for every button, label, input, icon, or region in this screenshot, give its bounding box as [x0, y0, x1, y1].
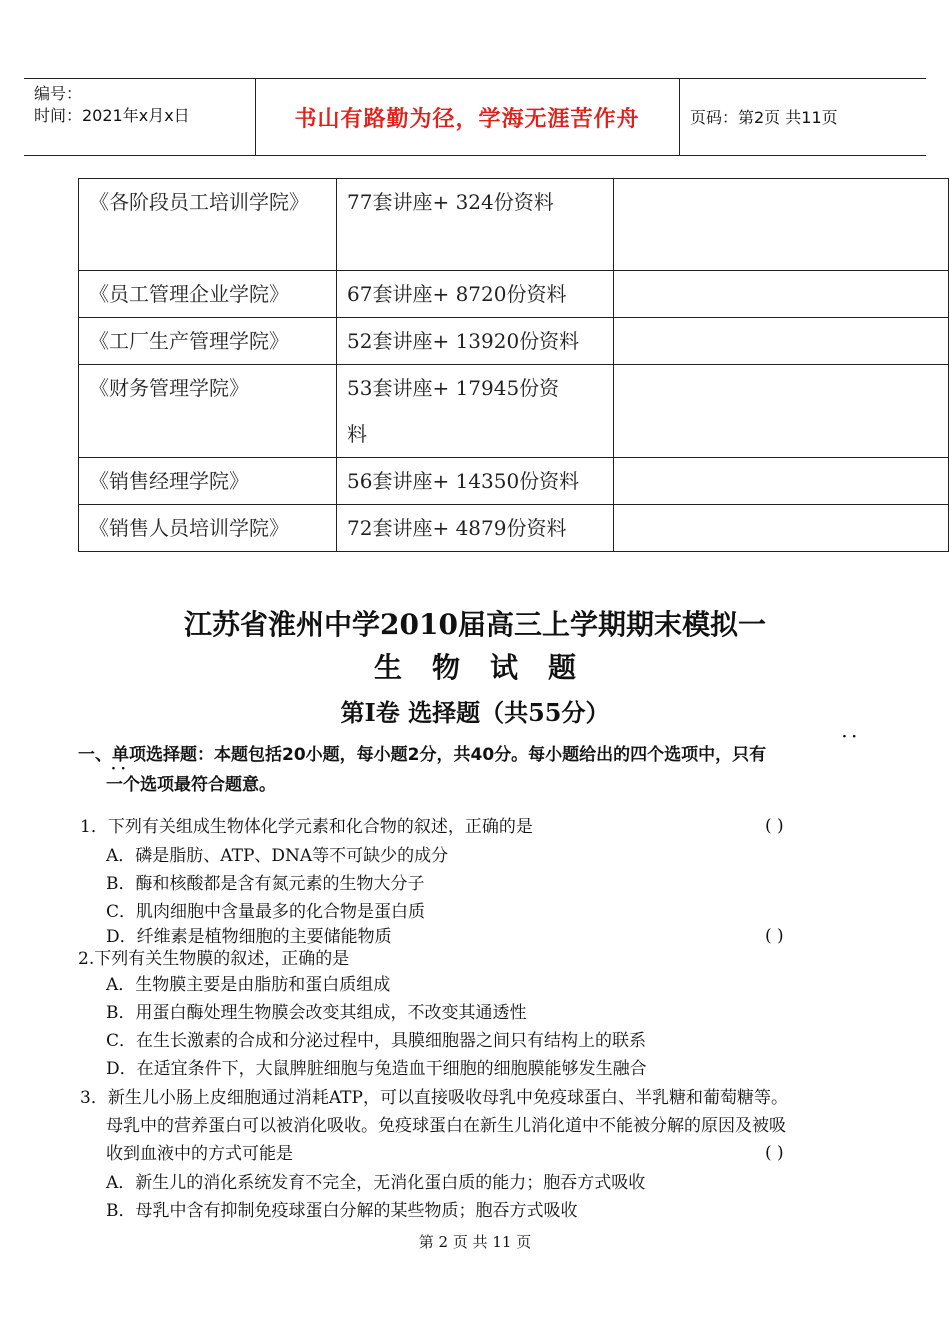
table-row [79, 505, 949, 552]
question-3-stem-line3: 收到血液中的方式可能是 [106, 1144, 293, 1164]
table-row [79, 365, 949, 458]
q2-option-d: D．在适宜条件下，大鼠脾脏细胞与兔造血干细胞的细胞膜能够发生融合 [106, 1059, 647, 1079]
answer-blank-q1: ( ) [765, 816, 784, 836]
table-cell-content: 53套讲座+ 17945份资料 [337, 365, 614, 458]
table-cell-note [614, 458, 949, 505]
header-motto: 书山有路勤为径，学海无涯苦作舟 [294, 107, 640, 132]
question-1-stem: 1．下列有关组成生物体化学元素和化合物的叙述，正确的是 [80, 817, 533, 837]
table-cell-name: 《销售人员培训学院》 [79, 505, 337, 552]
page-footer: 第 2 页 共 11 页 [418, 1233, 532, 1251]
exam-subject: 生物试题 [373, 651, 606, 684]
table-cell-note [614, 365, 949, 458]
table-cell-note [614, 179, 949, 271]
question-3-stem-line1: 3．新生儿小肠上皮细胞通过消耗ATP，可以直接吸收母乳中免疫球蛋白、半乳糖和葡萄糖等。 [80, 1088, 788, 1108]
table-row [79, 179, 949, 271]
table-cell-content: 56套讲座+ 14350份资料 [337, 458, 614, 505]
emphasis-dot: · · [111, 761, 126, 777]
q2-option-c: C．在生长激素的合成和分泌过程中，具膜细胞器之间只有结构上的联系 [106, 1031, 647, 1051]
table-cell-name: 《各阶段员工培训学院》 [79, 179, 337, 271]
table-cell-note [614, 271, 949, 318]
time-label: 时间：2021年x月x日 [34, 106, 190, 125]
exam-part-heading: 第Ⅰ卷 选择题（共55分） [340, 698, 610, 727]
table-cell-content: 67套讲座+ 8720份资料 [337, 271, 614, 318]
q3-option-b: B．母乳中含有抑制免疫球蛋白分解的某些物质；胞吞方式吸收 [106, 1201, 578, 1221]
answer-blank-q1-d: ( ) [765, 926, 784, 946]
question-2-stem: 2.下列有关生物膜的叙述，正确的是 [78, 949, 350, 969]
q1-option-b: B．酶和核酸都是含有氮元素的生物大分子 [106, 874, 425, 894]
table-cell-note [614, 505, 949, 552]
serial-label: 编号： [34, 84, 83, 103]
q1-option-a: A．磷是脂肪、ATP、DNA等不可缺少的成分 [106, 846, 449, 866]
q1-option-c: C．肌肉细胞中含量最多的化合物是蛋白质 [106, 902, 426, 922]
section-line-2: 一个选项最符合题意。 [106, 775, 276, 795]
table-cell-name: 《工厂生产管理学院》 [79, 318, 337, 365]
q1-option-d: D．纤维素是植物细胞的主要储能物质 [106, 927, 392, 947]
q2-option-b: B．用蛋白酶处理生物膜会改变其组成，不改变其通透性 [106, 1003, 527, 1023]
emphasis-dot: · · [842, 729, 857, 745]
exam-title: 江苏省淮州中学2010届高三上学期期末模拟一 [184, 608, 766, 641]
table-cell-name: 《财务管理学院》 [79, 365, 337, 458]
answer-blank-q3: ( ) [765, 1143, 784, 1163]
table-cell-content: 77套讲座+ 324份资料 [337, 179, 614, 271]
table-cell-content: 52套讲座+ 13920份资料 [337, 318, 614, 365]
table-cell-content: 72套讲座+ 4879份资料 [337, 505, 614, 552]
section-instructions [78, 740, 898, 800]
header-divider-right [679, 78, 680, 155]
header-page-number: 页码：第2页 共11页 [690, 108, 838, 127]
table-row [79, 318, 949, 365]
table-row [79, 458, 949, 505]
q3-option-a: A．新生儿的消化系统发育不完全，无消化蛋白质的能力；胞吞方式吸收 [106, 1173, 646, 1193]
q2-option-a: A．生物膜主要是由脂肪和蛋白质组成 [106, 975, 391, 995]
table-cell-note [614, 318, 949, 365]
question-3-stem-line2: 母乳中的营养蛋白可以被消化吸收。免疫球蛋白在新生儿消化道中不能被分解的原因及被吸 [106, 1116, 786, 1136]
resource-table [78, 178, 949, 552]
table-row [79, 271, 949, 318]
header-bottom-rule [24, 155, 926, 156]
header-info [34, 83, 190, 127]
header-top-rule [24, 78, 926, 79]
table-cell-name: 《员工管理企业学院》 [79, 271, 337, 318]
section-line-1: 一、单项选择题：本题包括20小题，每小题2分，共40分。每小题给出的四个选项中，只有 [78, 745, 767, 765]
table-cell-name: 《销售经理学院》 [79, 458, 337, 505]
